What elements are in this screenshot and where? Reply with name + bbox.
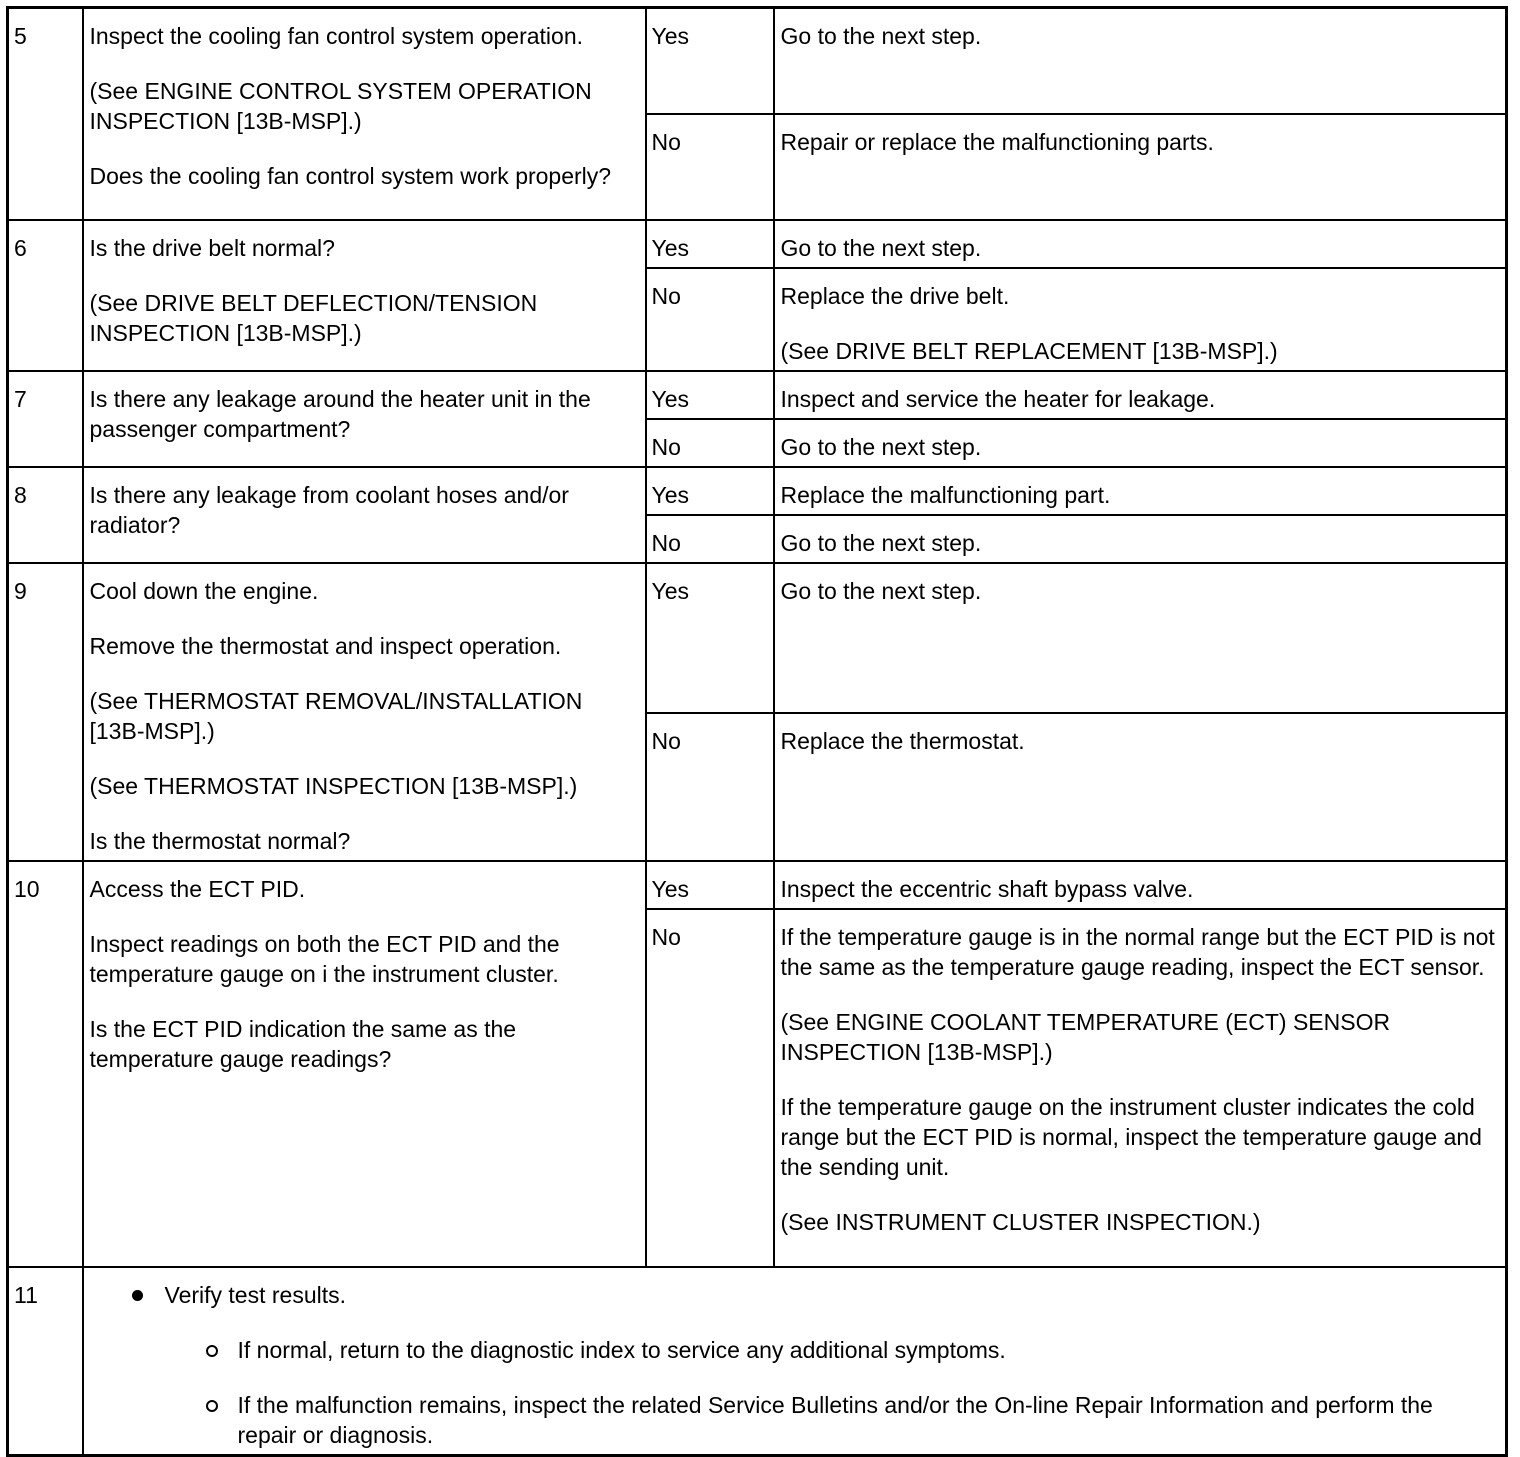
action-yes-paragraph: Inspect the eccentric shaft bypass valve. xyxy=(780,875,1194,902)
inspection-text-paragraph: Is the thermostat normal? xyxy=(89,827,351,854)
answer-no: No xyxy=(646,909,774,1267)
bullet-dot-icon xyxy=(132,1290,143,1301)
action-no xyxy=(774,114,1507,220)
step-number: 10 xyxy=(8,861,83,1267)
table-row-step-9 xyxy=(8,563,1507,713)
inspection-text-paragraph: Is the drive belt normal? xyxy=(89,234,335,261)
action-yes-paragraph: Replace the malfunctioning part. xyxy=(780,481,1111,508)
inspection-text-paragraph: (See ENGINE CONTROL SYSTEM OPERATION INSPECTION [13B-MSP].) xyxy=(89,78,592,134)
inspection-text-paragraph: Is there any leakage around the heater unit in the passenger compartment? xyxy=(89,385,591,442)
inspection-text xyxy=(83,861,646,1267)
action-no-paragraph: Go to the next step. xyxy=(780,529,982,556)
action-yes xyxy=(774,861,1507,909)
inspection-text-paragraph: (See THERMOSTAT INSPECTION [13B-MSP].) xyxy=(89,772,578,799)
action-no-paragraph: Replace the thermostat. xyxy=(780,727,1025,754)
action-no xyxy=(774,268,1507,371)
action-no-paragraph: Go to the next step. xyxy=(780,433,982,460)
answer-yes: Yes xyxy=(646,563,774,713)
answer-yes: Yes xyxy=(646,861,774,909)
table-row-step-10 xyxy=(8,861,1507,909)
step-number: 5 xyxy=(8,8,83,220)
action-no xyxy=(774,909,1507,1267)
answer-yes: Yes xyxy=(646,467,774,515)
diagnostic-procedure-table xyxy=(6,6,1508,1457)
action-yes xyxy=(774,563,1507,713)
inspection-text xyxy=(83,563,646,861)
table-row-step-5 xyxy=(8,8,1507,114)
inspection-text-paragraph: Cool down the engine. xyxy=(89,577,319,604)
sub-bullet-text: If the malfunction remains, inspect the related Service Bulletins and/or the On-line Repair Information and perform the repair or diagnosis. xyxy=(237,1391,1433,1448)
action-no-paragraph: (See ENGINE COOLANT TEMPERATURE (ECT) SENSOR INSPECTION [13B-MSP].) xyxy=(780,1008,1391,1065)
answer-no: No xyxy=(646,713,774,861)
action-yes-paragraph: Go to the next step. xyxy=(780,23,982,49)
action-no-paragraph: Replace the drive belt. xyxy=(780,282,1010,309)
table-row-step-11 xyxy=(8,1267,1507,1456)
step-number: 7 xyxy=(8,371,83,467)
action-no-paragraph: (See INSTRUMENT CLUSTER INSPECTION.) xyxy=(780,1208,1261,1235)
step-number: 6 xyxy=(8,220,83,371)
action-yes xyxy=(774,467,1507,515)
action-no-paragraph: (See DRIVE BELT REPLACEMENT [13B-MSP].) xyxy=(780,337,1278,364)
inspection-text-paragraph: Remove the thermostat and inspect operation. xyxy=(89,632,562,659)
inspection-text-paragraph: Is there any leakage from coolant hoses and/or radiator? xyxy=(89,481,569,538)
inspection-text xyxy=(83,371,646,467)
table-row-step-7 xyxy=(8,371,1507,419)
inspection-text xyxy=(83,8,646,220)
final-step-instructions xyxy=(83,1267,1507,1456)
answer-no: No xyxy=(646,114,774,220)
bullet-text: Verify test results. xyxy=(164,1281,347,1308)
inspection-text-paragraph: Inspect the cooling fan control system operation. xyxy=(89,23,584,49)
inspection-text xyxy=(83,467,646,563)
sub-bullet-item xyxy=(206,1335,1498,1365)
action-yes xyxy=(774,371,1507,419)
diagnostic-table-body xyxy=(8,8,1507,1456)
inspection-text-paragraph: Access the ECT PID. xyxy=(89,875,306,902)
action-yes xyxy=(774,8,1507,114)
action-no xyxy=(774,515,1507,563)
answer-no: No xyxy=(646,419,774,467)
action-yes-paragraph: Inspect and service the heater for leakage. xyxy=(780,385,1216,412)
answer-no: No xyxy=(646,515,774,563)
action-no xyxy=(774,713,1507,861)
action-yes xyxy=(774,220,1507,268)
action-no-paragraph: If the temperature gauge is in the normal range but the ECT PID is not the same as the temperature gauge reading, inspect the ECT sensor. xyxy=(780,923,1495,980)
inspection-text xyxy=(83,220,646,371)
step-number: 11 xyxy=(8,1267,83,1456)
action-yes-paragraph: Go to the next step. xyxy=(780,234,982,261)
action-yes-paragraph: Go to the next step. xyxy=(780,577,982,604)
answer-no: No xyxy=(646,268,774,371)
inspection-text-paragraph: (See DRIVE BELT DEFLECTION/TENSION INSPECTION [13B-MSP].) xyxy=(89,289,538,346)
inspection-text-paragraph: Is the ECT PID indication the same as the temperature gauge readings? xyxy=(89,1015,517,1072)
inspection-text-paragraph: Does the cooling fan control system work properly? xyxy=(89,163,612,189)
table-row-step-6 xyxy=(8,220,1507,268)
table-row-step-8 xyxy=(8,467,1507,515)
answer-yes: Yes xyxy=(646,371,774,419)
bullet-item xyxy=(132,1280,1498,1310)
bullet-circle-icon xyxy=(206,1345,218,1357)
inspection-text-paragraph: (See THERMOSTAT REMOVAL/INSTALLATION [13B-MSP].) xyxy=(89,687,583,744)
action-no-paragraph: If the temperature gauge on the instrument cluster indicates the cold range but the ECT PID is normal, inspect the temperature gauge and the sending unit. xyxy=(780,1093,1482,1180)
step-number: 9 xyxy=(8,563,83,861)
answer-yes: Yes xyxy=(646,8,774,114)
action-no-paragraph: Repair or replace the malfunctioning parts. xyxy=(780,128,1214,155)
action-no xyxy=(774,419,1507,467)
inspection-text-paragraph: Inspect readings on both the ECT PID and the temperature gauge on i the instrument cluster. xyxy=(89,930,560,987)
sub-bullet-item xyxy=(206,1390,1498,1450)
sub-bullet-text: If normal, return to the diagnostic index to service any additional symptoms. xyxy=(237,1336,1006,1363)
step-number: 8 xyxy=(8,467,83,563)
answer-yes: Yes xyxy=(646,220,774,268)
